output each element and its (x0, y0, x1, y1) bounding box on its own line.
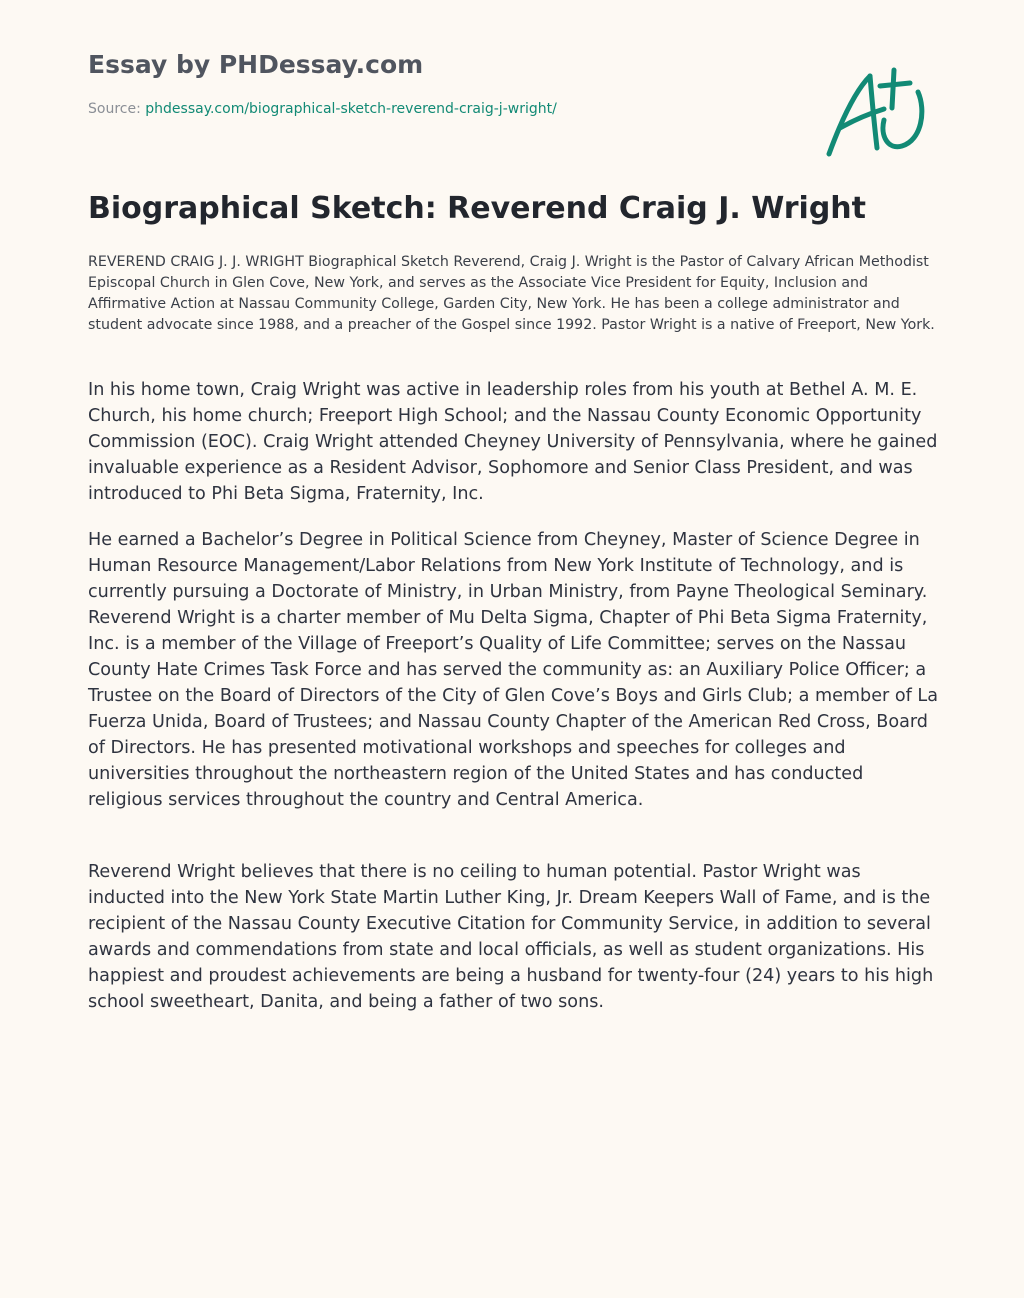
logo-swoosh (883, 92, 922, 147)
logo-plus-horizontal (880, 83, 910, 86)
essay-paragraph: He earned a Bachelor’s Degree in Political Science from Cheyney, Master of Science Degree in Human Resource Management/Labor Relations from New York Institute of Technology, and is currently pursuing a Doctorate of Ministry, in Urban Ministry, from Payne Theological Seminary. Reverend Wright is a charter member of Mu Delta Sigma, Chapter of Phi Beta Sigma Fraternity, Inc. is a member of the Village of Freeport’s Quality of Life Committee; serves on the Nassau County Hate Crimes Task Force and has served the community as: an Auxiliary Police Officer; a Trustee on the Board of Directors of the City of Glen Cove’s Boys and Girls Club; a member of La Fuerza Unida, Board of Trustees; and Nassau County Chapter of the American Red Cross, Board of Directors. He has presented motivational workshops and speeches for colleges and universities throughout the northeastern region of the United States and has conducted religious services throughout the country and Central America. (88, 530, 939, 810)
essay-intro: REVEREND CRAIG J. J. WRIGHT Biographical Sketch Reverend, Craig J. Wright is the Pastor of Calvary African Methodist Episcopal Church in Glen Cove, New York, and serves as the Associate Vice President for Equity, Inclusion and Affirmative Action at Nassau Community College, Garden City, New York. He has been a college administrator and student advocate since 1988, and a preacher of the Gospel since 1992. Pastor Wright is a native of Freeport, New York. (88, 254, 935, 333)
a-plus-logo-icon (822, 62, 932, 162)
source-link[interactable]: phdessay.com/biographical-sketch-reverend-craig-j-wright/ (145, 101, 557, 117)
essay-paragraph: Reverend Wright believes that there is no ceiling to human potential. Pastor Wright was inducted into the New York State Martin Luther King, Jr. Dream Keepers Wall of Fame, and is the recipient of the Nassau County Executive Citation for Community Service, in addition to several awards and commendations from state and local officials, as well as student organizations. His happiest and proudest achievements are being a husband for twenty-four (24) years to his high school sweetheart, Danita, and being a father of two sons. (88, 862, 934, 1012)
source-line (88, 101, 557, 117)
site-name: Essay by PHDessay.com (88, 50, 424, 79)
logo-plus-vertical (892, 70, 894, 108)
source-label: Source: (88, 101, 146, 117)
essay-title: Biographical Sketch: Reverend Craig J. Wright (88, 191, 867, 226)
essay-paragraph: In his home town, Craig Wright was active in leadership roles from his youth at Bethel A. M. E. Church, his home church; Freeport High School; and the Nassau County Economic Opportunity Commission (EOC). Craig Wright attended Cheyney University of Pennsylvania, where he gained invaluable experience as a Resident Advisor, Sophomore and Senior Class President, and was introduced to Phi Beta Sigma, Fraternity, Inc. (88, 380, 938, 504)
